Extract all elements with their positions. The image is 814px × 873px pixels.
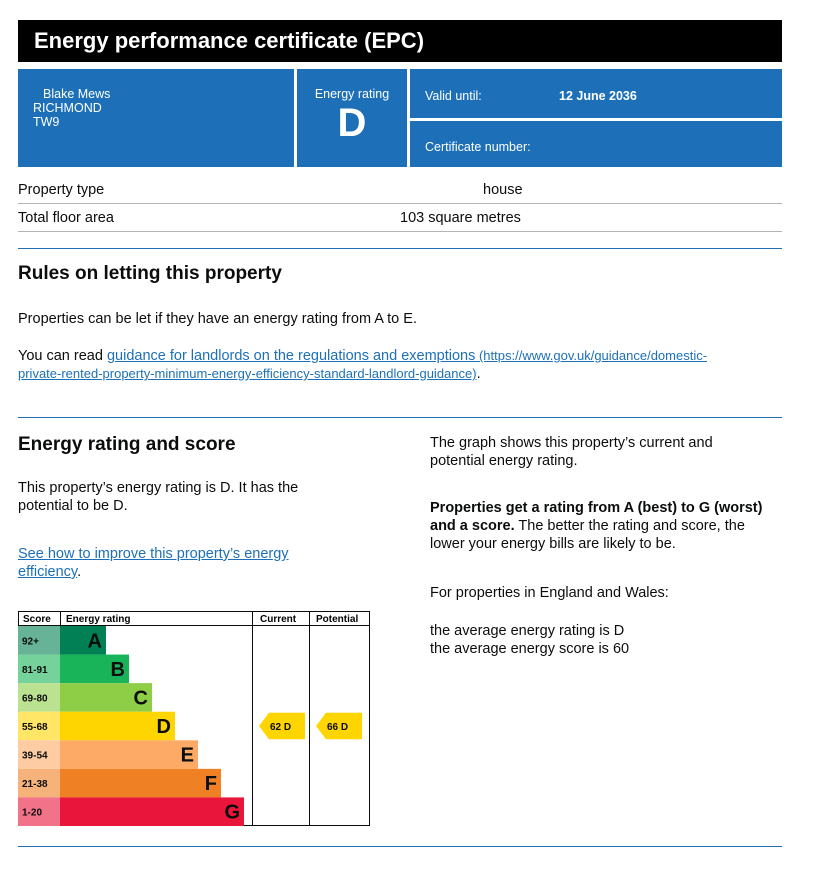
property-type-label: Property type <box>18 182 105 198</box>
current-rating-label: 62 D <box>270 721 292 733</box>
guidance-paragraph <box>18 347 758 383</box>
band-score-range: 39-54 <box>22 750 48 762</box>
potential-rating-label: 66 D <box>327 721 349 733</box>
address-panel <box>18 69 294 167</box>
address-line-2: RICHMOND <box>33 101 102 115</box>
band-letter: F <box>204 773 217 796</box>
band-score-range: 55-68 <box>22 721 48 733</box>
valid-until-label: Valid until: <box>425 89 482 103</box>
energy-rating-value: D <box>337 101 367 145</box>
rating-explanation <box>430 499 782 553</box>
floor-area-row <box>18 205 782 232</box>
band-score-range: 69-80 <box>22 693 48 705</box>
average-rating-text: the average energy rating is D <box>430 623 625 639</box>
guidance-end: . <box>476 366 481 382</box>
page-title: Energy performance certificate (EPC) <box>18 20 782 62</box>
property-type-value: house <box>483 182 523 198</box>
energy-rating-paragraph: This property’s energy rating is D. It has the potential to be D. <box>18 480 299 514</box>
band-letter: G <box>224 801 240 824</box>
energy-rating-chart <box>18 611 370 826</box>
improve-paragraph <box>18 545 318 581</box>
england-wales-label: For properties in England and Wales: <box>430 585 669 601</box>
band-score-range: 92+ <box>22 636 39 648</box>
band-letter: B <box>110 658 125 681</box>
band-letter: C <box>133 687 148 710</box>
guidance-url-line-2[interactable]: private-rented-property-minimum-energy-efficiency-standard-landlord-guidance) <box>18 366 477 381</box>
improve-end: . <box>77 564 82 580</box>
certificate-number-panel <box>410 121 782 167</box>
guidance-link[interactable]: guidance for landlords on the regulations and exemptions <box>106 348 476 364</box>
valid-until-value: 12 June 2036 <box>559 89 637 103</box>
band-bar-g <box>60 797 244 826</box>
energy-rating-panel <box>297 69 407 167</box>
band-score-range: 1-20 <box>22 807 43 819</box>
rules-paragraph: Properties can be let if they have an energy rating from A to E. <box>18 311 417 327</box>
rating-bands <box>18 626 244 826</box>
band-score-range: 21-38 <box>22 779 48 791</box>
address-line-3: TW9 <box>33 115 60 129</box>
energy-rating-label: Energy rating <box>314 87 390 101</box>
section-divider <box>18 846 782 847</box>
potential-column-header: Potential <box>316 614 359 625</box>
band-letter: A <box>87 630 102 653</box>
rating-markers <box>259 713 362 740</box>
rating-column-header: Energy rating <box>66 614 131 625</box>
band-bar-e <box>60 740 198 769</box>
band-letter: E <box>180 744 194 767</box>
section-divider <box>18 248 782 249</box>
guidance-prefix: You can read <box>18 348 107 364</box>
graph-description: The graph shows this property’s current and potential energy rating. <box>430 435 713 469</box>
band-letter: D <box>156 715 171 738</box>
property-type-row <box>18 177 782 204</box>
guidance-url-line-1[interactable]: (https://www.gov.uk/guidance/domestic- <box>475 348 708 363</box>
floor-area-value: 103 square metres <box>400 210 521 226</box>
score-column-header: Score <box>23 614 51 625</box>
band-bar-f <box>60 769 221 798</box>
rules-heading: Rules on letting this property <box>18 263 282 284</box>
rating-explanation-rest: The better the rating and score, the lower your energy bills are likely to be. <box>430 518 745 552</box>
section-divider <box>18 417 782 418</box>
band-score-range: 81-91 <box>22 664 48 676</box>
floor-area-label: Total floor area <box>18 210 114 226</box>
valid-until-panel <box>410 69 782 118</box>
address-line-1: Blake Mews <box>43 87 111 101</box>
current-column-header: Current <box>260 614 297 625</box>
average-score-text: the average energy score is 60 <box>430 641 630 657</box>
rating-explanation-bold: Properties get a rating from A (best) to G (worst) and a score. <box>430 500 763 534</box>
certificate-number-label: Certificate number: <box>425 140 531 154</box>
energy-heading: Energy rating and score <box>18 434 236 455</box>
improve-link[interactable]: See how to improve this property’s energy efficiency <box>18 546 289 580</box>
